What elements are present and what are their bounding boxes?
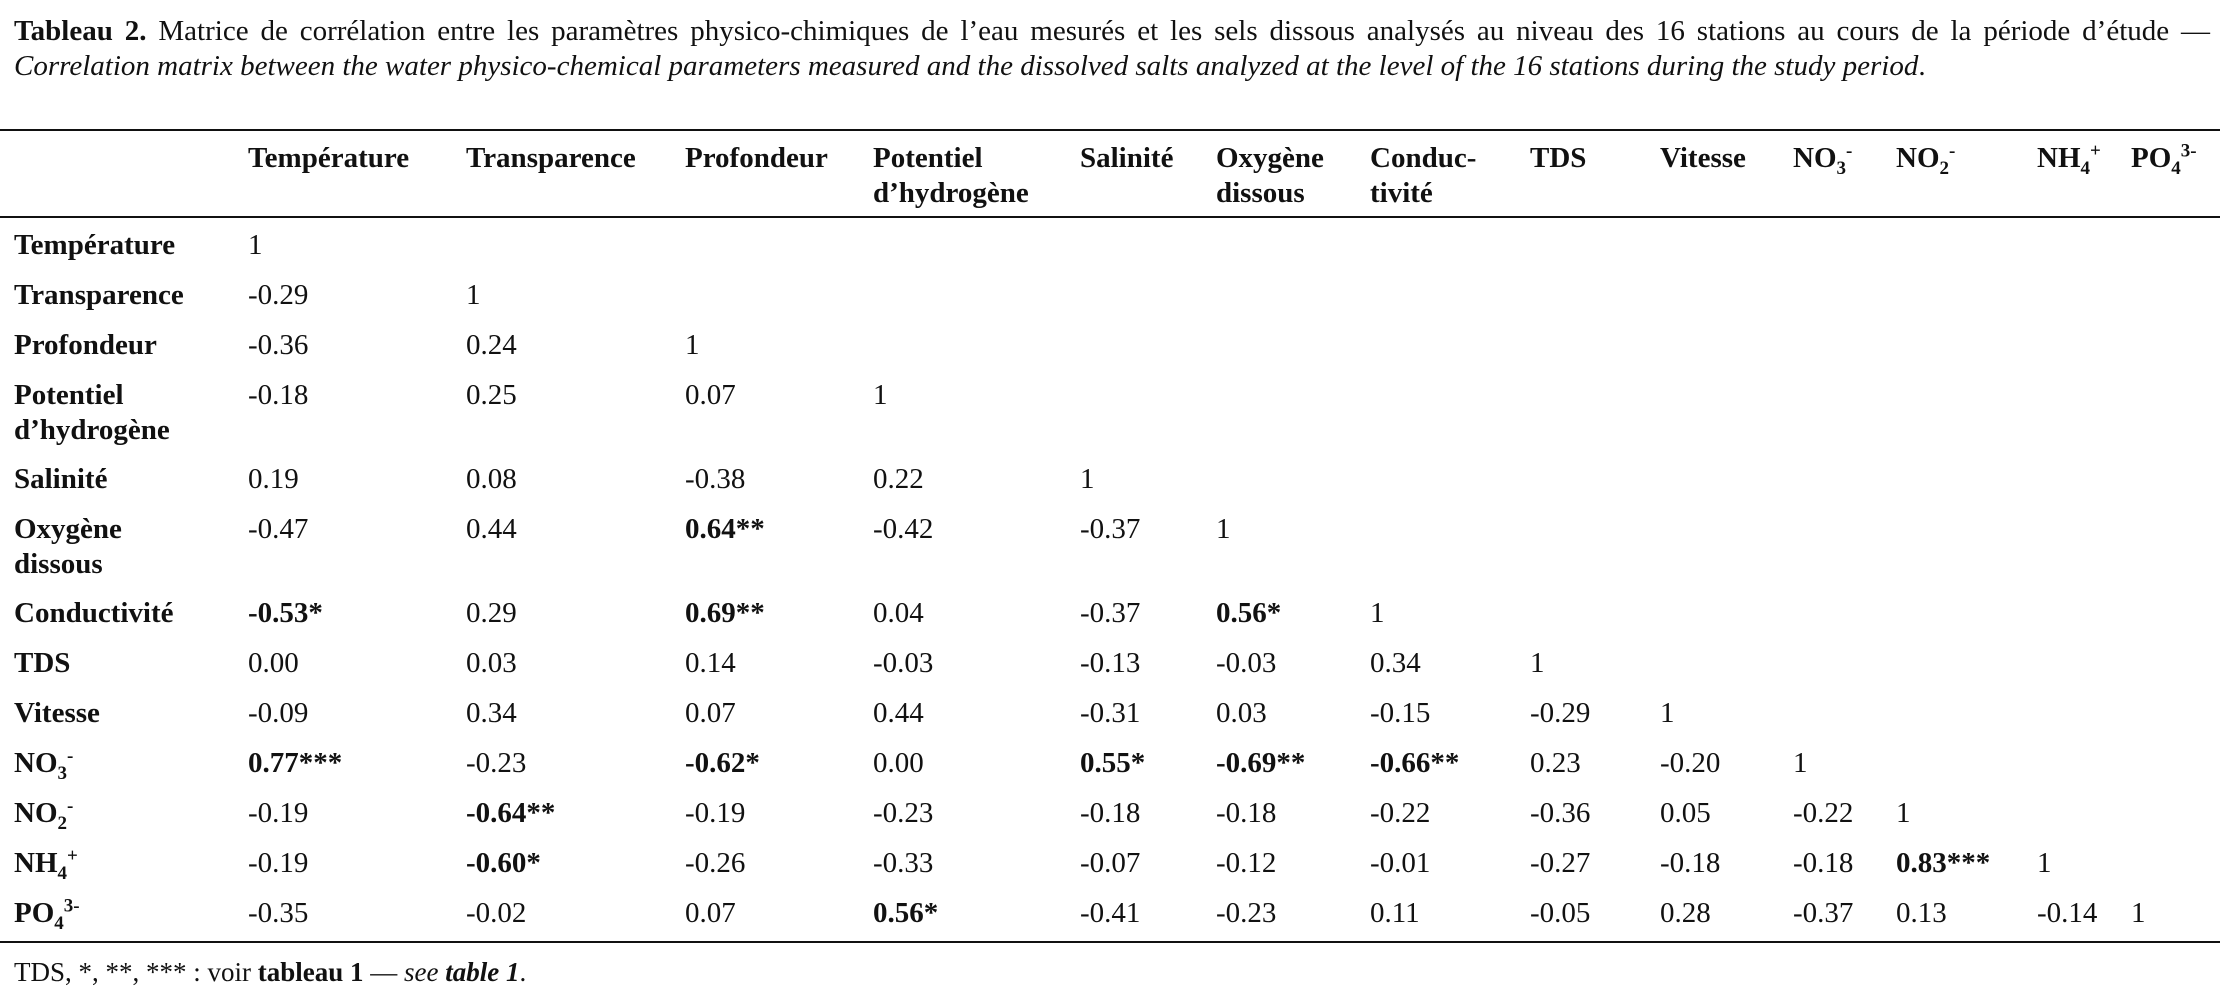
caption-french: Matrice de corrélation entre les paramètres physico-chimiques de l’eau mesurés et les sels dissous analysés au niveau des 16 stations au cours de la période d’étude — (146, 15, 2211, 47)
matrix-cell: -0.23 (466, 747, 527, 779)
matrix-cell: 0.24 (466, 329, 517, 361)
matrix-cell: 0.03 (1216, 697, 1267, 729)
matrix-cell: 0.14 (685, 647, 736, 679)
matrix-cell: -0.22 (1793, 797, 1854, 829)
matrix-cell: 1 (873, 379, 888, 411)
matrix-cell: 0.00 (873, 747, 924, 779)
row-header: Profondeur (14, 329, 157, 361)
matrix-cell: 0.55* (1080, 747, 1146, 779)
matrix-cell: -0.03 (1216, 647, 1277, 679)
matrix-cell: 0.08 (466, 463, 517, 495)
matrix-cell: -0.13 (1080, 647, 1141, 679)
row-header: $PO_4^{3-}$ (14, 895, 80, 934)
matrix-cell: -0.18 (1793, 847, 1854, 879)
matrix-cell: -0.19 (685, 797, 746, 829)
matrix-cell: -0.07 (1080, 847, 1141, 879)
matrix-cell: -0.18 (1080, 797, 1141, 829)
footnote-end: . (519, 957, 527, 987)
matrix-cell: -0.14 (2037, 897, 2098, 929)
matrix-cell: 1 (2037, 847, 2052, 879)
row-header: $NH_4^+$ (14, 845, 78, 884)
row-header: Vitesse (14, 697, 100, 729)
row-header: Transparence (14, 279, 184, 311)
matrix-cell: 0.44 (873, 697, 924, 729)
matrix-cell: -0.66** (1370, 747, 1460, 779)
footnote-text: TDS, *, **, *** : voir (14, 957, 258, 987)
matrix-cell: -0.29 (1530, 697, 1591, 729)
caption-label: Tableau 2. (14, 15, 147, 47)
matrix-cell: -0.62* (685, 747, 760, 779)
matrix-cell: -0.05 (1530, 897, 1591, 929)
column-header: $NO_2^-$ (1896, 140, 1956, 179)
matrix-cell: 0.07 (685, 697, 736, 729)
row-header: Conductivité (14, 597, 174, 629)
matrix-cell: 1 (685, 329, 700, 361)
matrix-cell: 0.28 (1660, 897, 1711, 929)
matrix-cell: 0.07 (685, 379, 736, 411)
column-header: Température (248, 142, 410, 174)
matrix-cell: 0.13 (1896, 897, 1947, 929)
matrix-cell: -0.01 (1370, 847, 1431, 879)
matrix-cell: -0.35 (248, 897, 309, 929)
matrix-cell: 1 (1370, 597, 1385, 629)
matrix-cell: -0.18 (248, 379, 309, 411)
matrix-cell: 0.07 (685, 897, 736, 929)
matrix-cell: 0.69** (685, 597, 765, 629)
matrix-cell: -0.37 (1080, 597, 1141, 629)
matrix-cell: -0.64** (466, 797, 556, 829)
matrix-cell: 0.25 (466, 379, 517, 411)
top-rule (0, 129, 2220, 131)
matrix-cell: 0.11 (1370, 897, 1420, 929)
matrix-cell: -0.31 (1080, 697, 1141, 729)
footnote-italic: see (404, 957, 446, 987)
matrix-cell: -0.19 (248, 847, 309, 879)
matrix-cell: 1 (1530, 647, 1545, 679)
column-header: $NO_3^-$ (1793, 140, 1853, 179)
matrix-cell: 0.64** (685, 513, 765, 545)
matrix-cell: -0.33 (873, 847, 934, 879)
column-header: $NH_4^+$ (2037, 140, 2101, 179)
matrix-cell: 0.04 (873, 597, 924, 629)
matrix-cell: 0.56* (873, 897, 939, 929)
caption-end: . (1918, 50, 1926, 82)
matrix-cell: -0.09 (248, 697, 309, 729)
column-header: Potentiel d’hydrogène (873, 142, 1029, 209)
row-header: Température (14, 229, 176, 261)
matrix-cell: 0.03 (466, 647, 517, 679)
matrix-cell: -0.53* (248, 597, 323, 629)
matrix-cell: -0.26 (685, 847, 746, 879)
matrix-cell: 0.05 (1660, 797, 1711, 829)
matrix-cell: 1 (1216, 513, 1231, 545)
header-rule (0, 216, 2220, 218)
matrix-cell: -0.60* (466, 847, 541, 879)
table-footnote (14, 955, 526, 989)
matrix-cell: 0.22 (873, 463, 924, 495)
caption-english: Correlation matrix between the water physico-chemical parameters measured and the dissolved salts analyzed at the level of the 16 stations during the study period (14, 50, 1919, 82)
matrix-cell: -0.20 (1660, 747, 1721, 779)
matrix-cell: 0.23 (1530, 747, 1581, 779)
row-header: TDS (14, 647, 71, 679)
row-header: $NO_2^-$ (14, 795, 74, 834)
footnote-dash: — (363, 957, 405, 987)
matrix-cell: 0.34 (466, 697, 517, 729)
matrix-cell: 0.83*** (1896, 847, 1991, 879)
column-header: Salinité (1080, 142, 1174, 174)
matrix-cell: -0.19 (248, 797, 309, 829)
matrix-cell: 1 (248, 229, 263, 261)
matrix-cell: -0.36 (1530, 797, 1591, 829)
footnote-ref: tableau 1 (257, 957, 364, 987)
matrix-cell: 1 (1896, 797, 1911, 829)
matrix-cell: -0.12 (1216, 847, 1277, 879)
matrix-cell: -0.38 (685, 463, 746, 495)
matrix-cell: -0.03 (873, 647, 934, 679)
matrix-cell: -0.29 (248, 279, 309, 311)
matrix-cell: -0.23 (873, 797, 934, 829)
matrix-cell: 1 (2131, 897, 2146, 929)
matrix-cell: -0.18 (1216, 797, 1277, 829)
matrix-cell: -0.36 (248, 329, 309, 361)
row-header: Potentiel d’hydrogène (14, 379, 170, 446)
matrix-cell: 1 (466, 279, 481, 311)
matrix-cell: -0.42 (873, 513, 934, 545)
matrix-cell: -0.37 (1080, 513, 1141, 545)
matrix-cell: -0.41 (1080, 897, 1141, 929)
footnote-ref-english: table 1 (445, 957, 520, 987)
matrix-cell: 0.77*** (248, 747, 343, 779)
row-header: Oxygène dissous (14, 513, 122, 580)
bottom-rule (0, 941, 2220, 943)
column-header: Conduc- tivité (1370, 142, 1477, 209)
matrix-cell: -0.02 (466, 897, 527, 929)
matrix-cell: 0.44 (466, 513, 517, 545)
column-header: Oxygène dissous (1216, 142, 1324, 209)
matrix-cell: 0.34 (1370, 647, 1421, 679)
column-header: TDS (1530, 142, 1587, 174)
matrix-cell: -0.47 (248, 513, 309, 545)
matrix-cell: 0.19 (248, 463, 299, 495)
matrix-cell: 0.29 (466, 597, 517, 629)
matrix-cell: -0.27 (1530, 847, 1591, 879)
row-header: Salinité (14, 463, 108, 495)
column-header: Vitesse (1660, 142, 1746, 174)
matrix-cell: 1 (1793, 747, 1808, 779)
matrix-cell: -0.23 (1216, 897, 1277, 929)
row-header: $NO_3^-$ (14, 745, 74, 784)
matrix-cell: -0.37 (1793, 897, 1854, 929)
matrix-cell: -0.69** (1216, 747, 1306, 779)
matrix-cell: -0.22 (1370, 797, 1431, 829)
matrix-cell: 1 (1660, 697, 1675, 729)
table-caption (14, 14, 2210, 84)
matrix-cell: 0.00 (248, 647, 299, 679)
column-header: Transparence (466, 142, 636, 174)
matrix-cell: -0.18 (1660, 847, 1721, 879)
column-header: $PO_4^{3-}$ (2131, 140, 2197, 179)
column-header: Profondeur (685, 142, 828, 174)
matrix-cell: 1 (1080, 463, 1095, 495)
matrix-cell: -0.15 (1370, 697, 1431, 729)
matrix-cell: 0.56* (1216, 597, 1282, 629)
